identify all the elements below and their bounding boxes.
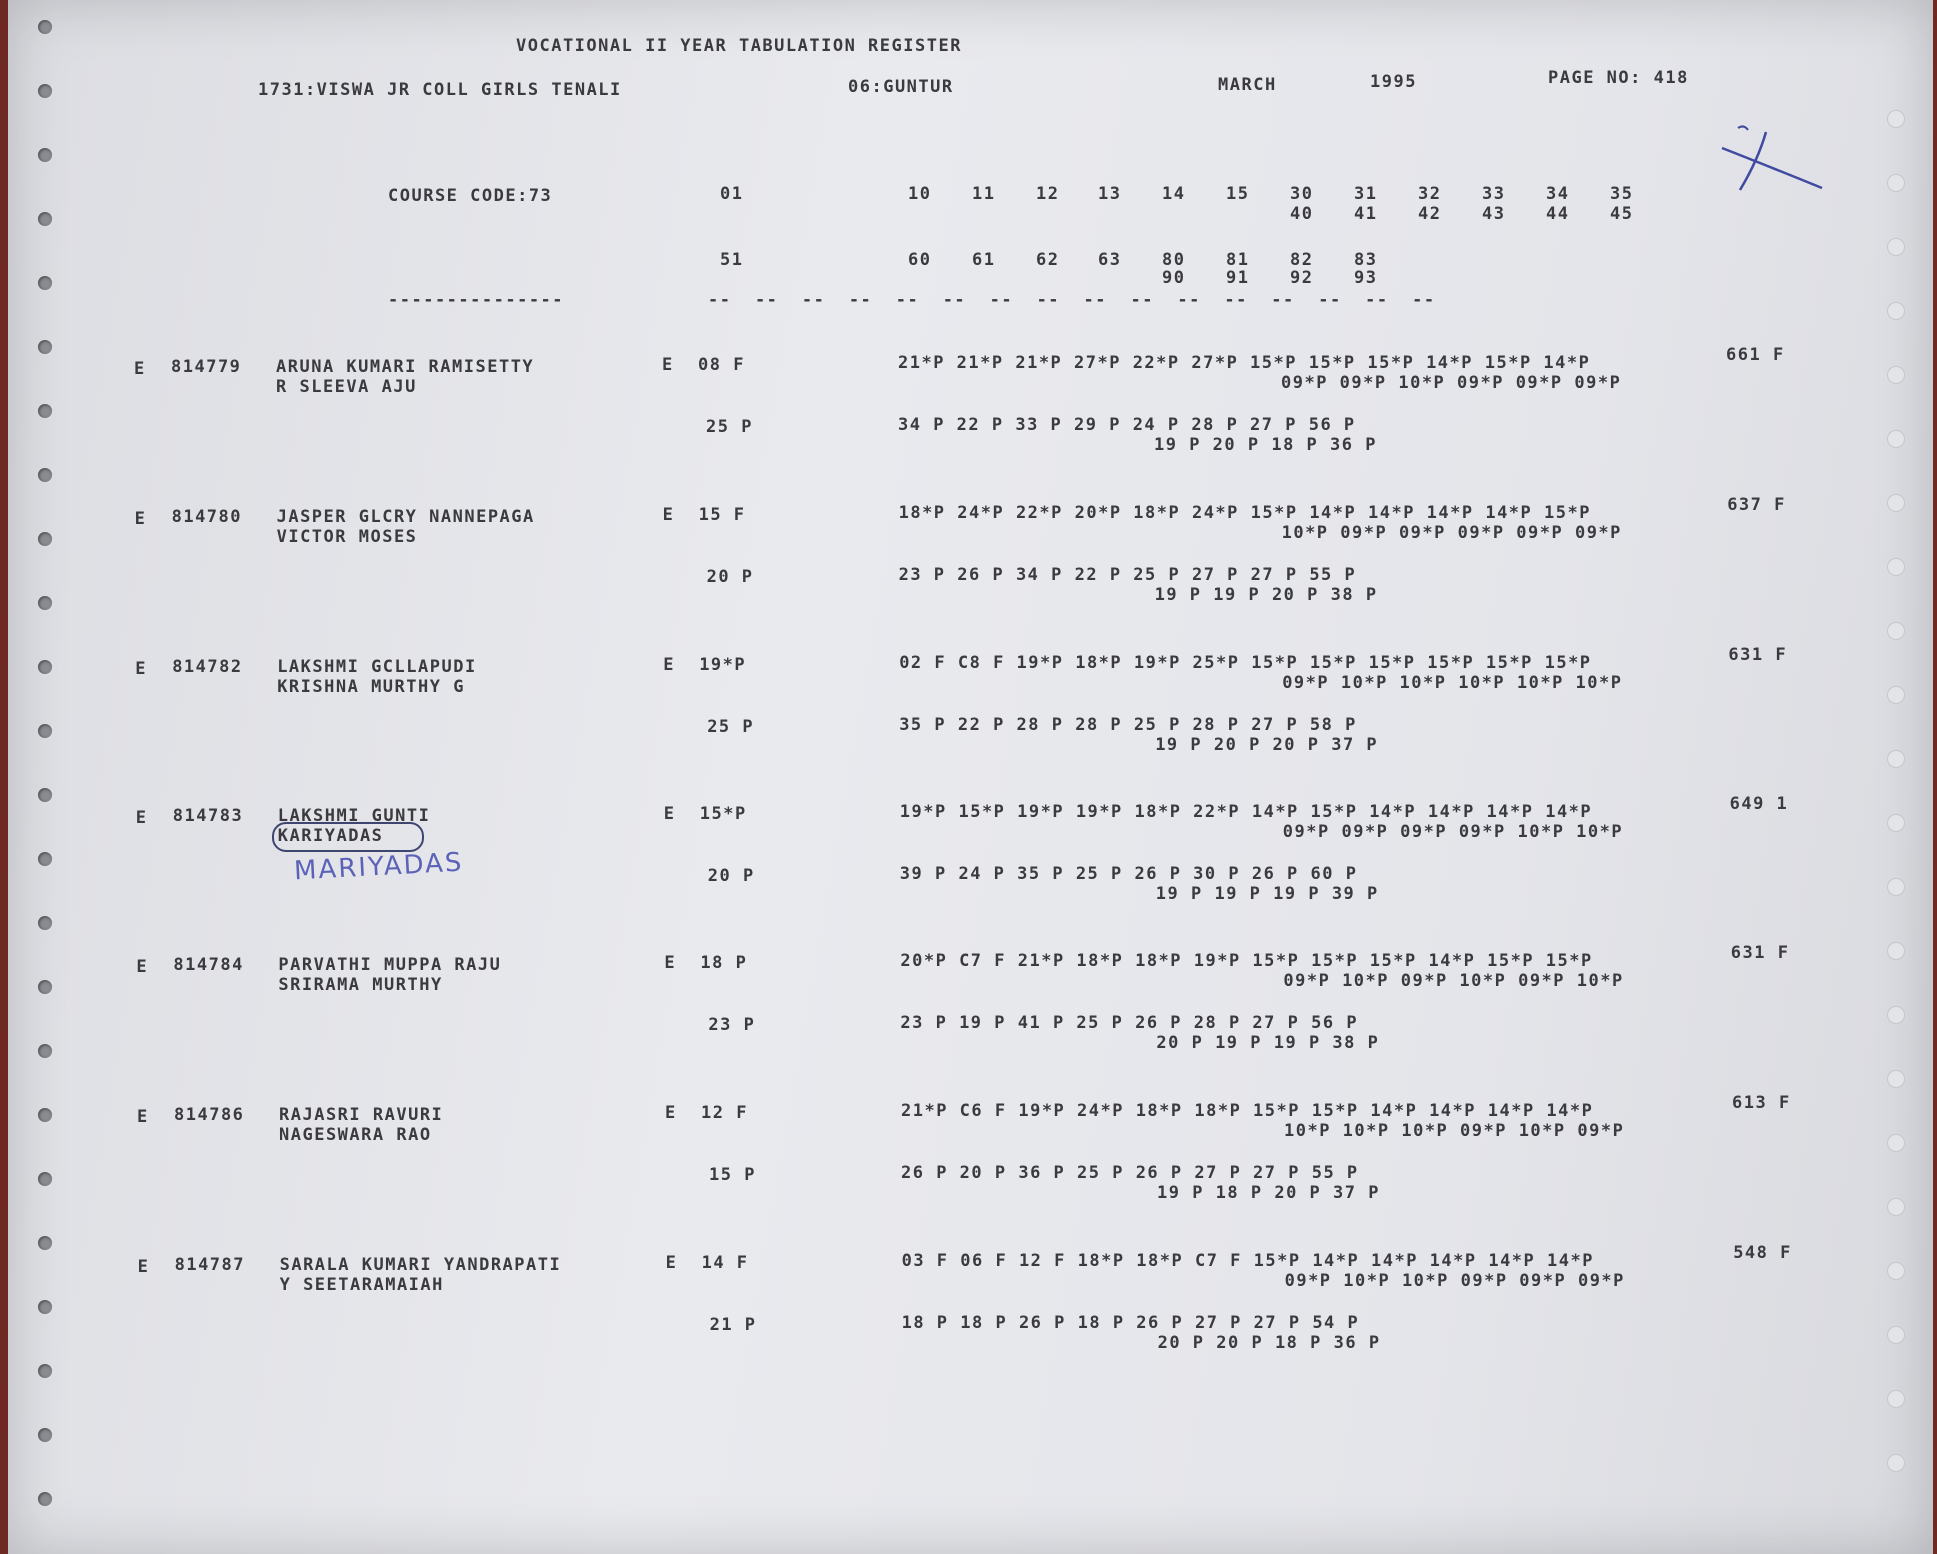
marks-line-2: 26 P 20 P 36 P 25 P 26 P 27 P 27 P 55 P (901, 1163, 1359, 1183)
student-category: E (134, 359, 146, 379)
subject-code: 34 (1546, 184, 1570, 204)
subject-code: 83 (1354, 250, 1378, 270)
marks-line-2: 18 P 18 P 26 P 18 P 26 P 27 P 27 P 54 P (901, 1313, 1360, 1333)
binder-hole-icon (38, 1428, 52, 1442)
course-code: COURSE CODE:73 (388, 186, 553, 206)
binder-hole-icon (38, 1492, 52, 1506)
perforation-hole (1887, 1326, 1905, 1344)
perforation-hole (1887, 430, 1905, 448)
subject-code: 31 (1354, 184, 1378, 204)
circled-name-mark (272, 822, 424, 852)
student-name: ARUNA KUMARI RAMISETTY (276, 357, 535, 377)
binder-hole-icon (38, 20, 58, 1540)
handwritten-correction: MARIYADAS (293, 847, 465, 887)
exam-month: MARCH (1218, 75, 1277, 95)
binder-hole-icon (38, 404, 52, 418)
marks-line-1b: 09*P 10*P 10*P 09*P 09*P 09*P (1284, 1271, 1625, 1291)
binder-hole-icon (38, 468, 52, 482)
subject-code: 92 (1290, 268, 1314, 288)
parent-name: KARIYADAS (277, 826, 384, 846)
binder-hole-icon (38, 276, 52, 290)
subject-code: 33 (1482, 184, 1506, 204)
practical-marks: 15 P (709, 1165, 756, 1185)
college-name: 1731:VISWA JR COLL GIRLS TENALI (258, 80, 622, 100)
marks-line-1b: 09*P 09*P 10*P 09*P 09*P 09*P (1281, 373, 1622, 393)
subject-code: 80 (1162, 250, 1186, 270)
marks-line-2b: 19 P 20 P 20 P 37 P (1155, 735, 1379, 755)
total-result: 637 F (1727, 495, 1786, 515)
first-year-marks: 14 F (701, 1253, 749, 1273)
marks-line-1b: 10*P 09*P 09*P 09*P 09*P 09*P (1281, 523, 1622, 543)
medium-code: E (662, 355, 674, 375)
subject-code: 14 (1162, 184, 1186, 204)
student-category: E (137, 1107, 149, 1127)
hall-ticket-number: 814784 (173, 955, 244, 975)
hall-ticket-number: 814787 (174, 1255, 246, 1275)
binder-hole-icon (38, 916, 52, 930)
total-result: 613 F (1732, 1093, 1791, 1113)
binder-hole-icon (38, 532, 52, 546)
total-result: 548 F (1733, 1243, 1792, 1263)
binder-hole-icon (38, 788, 52, 802)
perforation-hole (1887, 1454, 1905, 1472)
perforation-hole (1887, 942, 1905, 960)
binder-hole-icon (38, 340, 52, 354)
subject-code: 90 (1162, 268, 1186, 288)
column-dash-row: -- -- -- -- -- -- -- -- -- -- -- -- -- -- -- -- (708, 290, 1436, 310)
medium-code: E (664, 953, 677, 973)
practical-marks: 20 P (706, 567, 754, 587)
subject-code: 01 (720, 184, 744, 204)
perforation-hole (1887, 302, 1905, 320)
subject-code: 82 (1290, 250, 1314, 270)
subject-code: 93 (1354, 268, 1378, 288)
subject-code: 61 (972, 250, 996, 270)
first-year-marks: 15 F (698, 505, 746, 525)
subject-code: 30 (1290, 184, 1314, 204)
marks-line-2b: 19 P 18 P 20 P 37 P (1157, 1183, 1380, 1203)
perforation-hole (1887, 174, 1905, 192)
student-name: LAKSHMI GUNTI (277, 806, 431, 826)
perforation-hole (1887, 1134, 1905, 1152)
subject-code: 45 (1610, 204, 1634, 224)
binder-hole-icon (38, 596, 52, 610)
student-name: RAJASRI RAVURI (279, 1105, 444, 1125)
subject-code: 35 (1610, 184, 1634, 204)
parent-name: NAGESWARA RAO (279, 1125, 432, 1145)
subject-code: 13 (1098, 184, 1122, 204)
subject-code: 42 (1418, 204, 1442, 224)
marks-line-1: 20*P C7 F 21*P 18*P 18*P 19*P 15*P 15*P 15*P 14*P 15*P 15*P (900, 951, 1593, 971)
hall-ticket-number: 814779 (171, 357, 242, 377)
practical-marks: 25 P (706, 417, 753, 437)
register-sheet (8, 0, 1933, 1554)
perforation-hole (1887, 814, 1905, 832)
subject-code: 32 (1418, 184, 1442, 204)
subject-code: 10 (908, 184, 932, 204)
practical-marks: 23 P (708, 1015, 756, 1035)
marks-line-2b: 19 P 19 P 20 P 38 P (1154, 585, 1378, 605)
marks-line-2: 35 P 22 P 28 P 28 P 25 P 28 P 27 P 58 P (899, 715, 1357, 735)
total-result: 631 F (1730, 943, 1790, 963)
medium-code: E (665, 1253, 678, 1273)
total-result: 631 F (1728, 645, 1788, 665)
subject-code: 15 (1226, 184, 1250, 204)
first-year-marks: 15*P (699, 804, 747, 824)
binder-hole-icon (38, 1108, 52, 1122)
first-year-marks: 12 F (701, 1103, 748, 1123)
subject-code: 91 (1226, 268, 1250, 288)
parent-name: SRIRAMA MURTHY (278, 975, 443, 995)
parent-name: KRISHNA MURTHY G (277, 677, 465, 697)
subject-code: 41 (1354, 204, 1378, 224)
student-category: E (135, 808, 148, 828)
hall-ticket-number: 814780 (171, 507, 243, 527)
binder-hole-icon (38, 1236, 52, 1250)
student-category: E (134, 509, 147, 529)
marks-line-2b: 19 P 19 P 19 P 39 P (1155, 884, 1379, 904)
parent-name: VICTOR MOSES (276, 527, 418, 547)
binder-hole-icon (38, 148, 52, 162)
total-result: 661 F (1726, 345, 1785, 365)
binder-hole-icon (38, 1172, 52, 1186)
marks-line-1: 03 F 06 F 12 F 18*P 18*P C7 F 15*P 14*P 14*P 14*P 14*P 14*P (901, 1251, 1594, 1271)
hall-ticket-number: 814783 (172, 806, 244, 826)
first-year-marks: 08 F (698, 355, 745, 375)
perforation-hole (1887, 1198, 1905, 1216)
register-title: VOCATIONAL II YEAR TABULATION REGISTER (516, 36, 962, 56)
marks-line-2: 23 P 26 P 34 P 22 P 25 P 27 P 27 P 55 P (898, 565, 1357, 585)
total-result: 649 1 (1729, 794, 1789, 814)
perforation-hole (1887, 1390, 1905, 1408)
subject-code: 40 (1290, 204, 1314, 224)
perforation-hole (1887, 1070, 1905, 1088)
perforation-hole (1887, 238, 1905, 256)
subject-code: 63 (1098, 250, 1122, 270)
perforation-hole (1887, 1006, 1905, 1024)
practical-marks: 20 P (707, 866, 755, 886)
first-year-marks: 18 P (700, 953, 748, 973)
subject-code: 44 (1546, 204, 1570, 224)
binder-hole-icon (38, 1364, 52, 1378)
subject-code: 81 (1226, 250, 1250, 270)
student-category: E (137, 1257, 150, 1277)
exam-year: 1995 (1370, 72, 1417, 92)
page-number: PAGE NO: 418 (1548, 68, 1689, 88)
marks-line-1: 02 F C8 F 19*P 18*P 19*P 25*P 15*P 15*P 15*P 15*P 15*P 15*P (899, 653, 1592, 673)
marks-line-1: 21*P C6 F 19*P 24*P 18*P 18*P 15*P 15*P 14*P 14*P 14*P 14*P (901, 1101, 1594, 1121)
marks-line-2b: 20 P 19 P 19 P 38 P (1156, 1033, 1380, 1053)
perforation-hole (1887, 110, 1905, 128)
marks-line-1b: 09*P 10*P 10*P 10*P 10*P 10*P (1282, 673, 1623, 693)
parent-name: Y SEETARAMAIAH (279, 1275, 444, 1295)
medium-code: E (665, 1103, 677, 1123)
pen-cross-mark-icon (1718, 120, 1828, 200)
district-name: 06:GUNTUR (848, 77, 954, 97)
marks-line-2: 39 P 24 P 35 P 25 P 26 P 30 P 26 P 60 P (899, 864, 1358, 884)
perforation-hole (1887, 750, 1905, 768)
hall-ticket-number: 814786 (174, 1105, 245, 1125)
perforation-hole (1887, 366, 1905, 384)
marks-line-1b: 09*P 10*P 09*P 10*P 09*P 10*P (1283, 971, 1624, 991)
binder-hole-icon (38, 84, 52, 98)
marks-line-1: 21*P 21*P 21*P 27*P 22*P 27*P 15*P 15*P 15*P 14*P 15*P 14*P (898, 353, 1591, 373)
student-name: SARALA KUMARI YANDRAPATI (279, 1255, 562, 1275)
binder-hole-icon (38, 660, 52, 674)
perforation-hole (1887, 686, 1905, 704)
marks-line-1b: 10*P 10*P 10*P 09*P 10*P 09*P (1284, 1121, 1625, 1141)
student-name: JASPER GLCRY NANNEPAGA (276, 507, 535, 527)
subject-code: 60 (908, 250, 932, 270)
marks-line-1: 19*P 15*P 19*P 19*P 18*P 22*P 14*P 15*P 14*P 14*P 14*P 14*P (899, 802, 1593, 822)
student-name: LAKSHMI GCLLAPUDI (277, 657, 477, 677)
binder-hole-icon (38, 20, 52, 34)
practical-marks: 21 P (709, 1315, 757, 1335)
marks-line-1b: 09*P 09*P 09*P 09*P 10*P 10*P (1282, 822, 1624, 842)
subject-code: 12 (1036, 184, 1060, 204)
subject-code: 11 (972, 184, 996, 204)
medium-code: E (662, 505, 675, 525)
marks-line-1: 18*P 24*P 22*P 20*P 18*P 24*P 15*P 14*P 14*P 14*P 14*P 15*P (898, 503, 1591, 523)
marks-line-2b: 19 P 20 P 18 P 36 P (1154, 435, 1377, 455)
student-category: E (136, 957, 149, 977)
student-category: E (135, 659, 147, 679)
perforation-hole (1887, 1262, 1905, 1280)
subject-code: 51 (720, 250, 744, 270)
first-year-marks: 19*P (699, 655, 747, 675)
student-name: PARVATHI MUPPA RAJU (278, 955, 502, 975)
marks-line-2: 23 P 19 P 41 P 25 P 26 P 28 P 27 P 56 P (900, 1013, 1359, 1033)
marks-line-2b: 20 P 20 P 18 P 36 P (1157, 1333, 1381, 1353)
binder-hole-icon (38, 852, 52, 866)
perforation-hole (1887, 558, 1905, 576)
perforation-strip (1887, 110, 1905, 1510)
binder-hole-icon (38, 1044, 52, 1058)
perforation-hole (1887, 622, 1905, 640)
practical-marks: 25 P (707, 717, 755, 737)
hall-ticket-number: 814782 (172, 657, 243, 677)
medium-code: E (663, 655, 675, 675)
parent-name: R SLEEVA AJU (276, 377, 417, 397)
binder-hole-icon (38, 212, 52, 226)
perforation-hole (1887, 878, 1905, 896)
subject-code: 62 (1036, 250, 1060, 270)
subject-code: 43 (1482, 204, 1506, 224)
binder-hole-icon (38, 1300, 52, 1314)
binder-hole-icon (38, 980, 52, 994)
marks-line-2: 34 P 22 P 33 P 29 P 24 P 28 P 27 P 56 P (898, 415, 1356, 435)
course-underline: --------------- (388, 290, 565, 310)
medium-code: E (663, 804, 676, 824)
perforation-hole (1887, 494, 1905, 512)
binder-hole-icon (38, 724, 52, 738)
